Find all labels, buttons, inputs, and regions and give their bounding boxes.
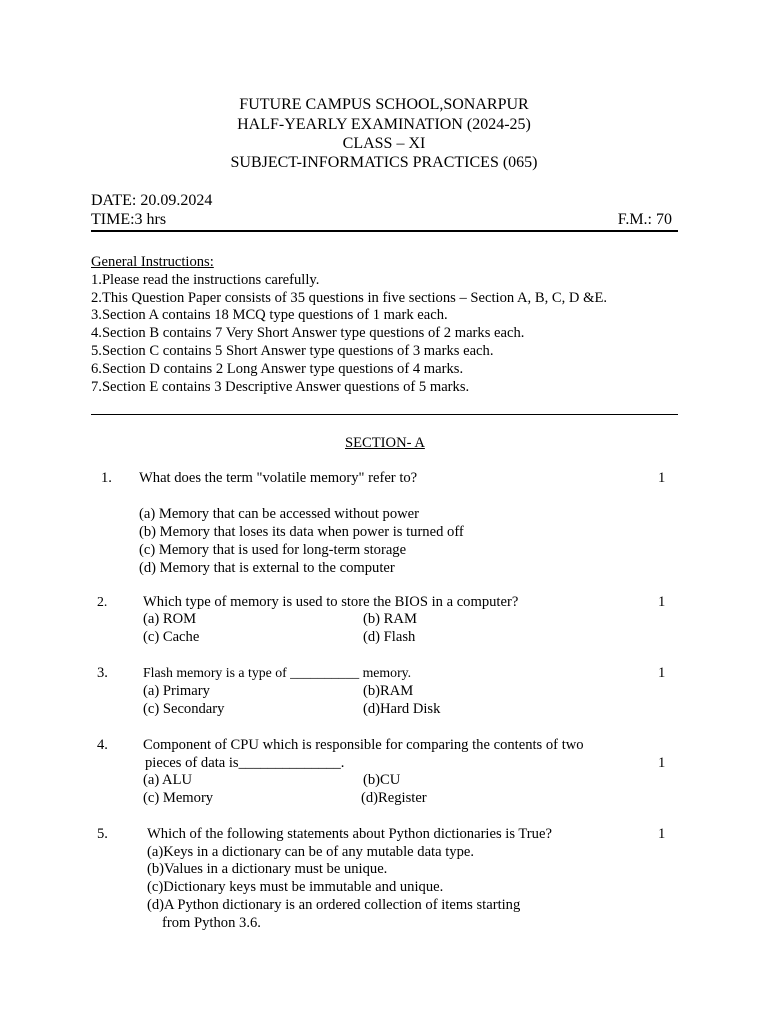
option-c: (c) Secondary (143, 701, 225, 717)
option-c: (c) Memory that is used for long-term storage (139, 542, 407, 558)
section-title: SECTION- A (345, 435, 425, 451)
question-number: 4. (97, 737, 108, 753)
option-b: (b) Memory that loses its data when power is turned off (139, 524, 464, 540)
exam-title: HALF-YEARLY EXAMINATION (2024-25) (237, 116, 531, 133)
question-text: Component of CPU which is responsible for comparing the contents of two (143, 737, 584, 753)
option-b: (b)Values in a dictionary must be unique. (147, 861, 388, 877)
option-d: (d)Hard Disk (363, 701, 441, 717)
instructions-divider (91, 414, 678, 415)
question-marks: 1 (658, 826, 666, 842)
option-b: (b) RAM (363, 611, 417, 627)
option-b: (b)RAM (363, 683, 414, 699)
option-a: (a) ROM (143, 611, 197, 627)
option-a: (a)Keys in a dictionary can be of any mutable data type. (147, 844, 475, 860)
instruction-item: 4.Section B contains 7 Very Short Answer type questions of 2 marks each. (91, 325, 525, 341)
question-number: 5. (97, 826, 108, 842)
option-c: (c) Memory (143, 790, 214, 806)
option-b: (b)CU (363, 772, 401, 788)
question-marks: 1 (658, 665, 666, 681)
question-marks: 1 (658, 470, 666, 486)
exam-date: DATE: 20.09.2024 (91, 192, 213, 209)
question-number: 3. (97, 665, 108, 681)
class-label: CLASS – XI (342, 135, 426, 152)
question-number: 1. (101, 470, 112, 486)
option-c: (c)Dictionary keys must be immutable and unique. (147, 879, 444, 895)
option-d: (d) Memory that is external to the computer (139, 560, 395, 576)
instruction-item: 2.This Question Paper consists of 35 questions in five sections – Section A, B, C, D &E. (91, 290, 608, 306)
option-a: (a) Memory that can be accessed without power (139, 506, 420, 522)
option-a: (a) Primary (143, 683, 210, 699)
full-marks: F.M.: 70 (617, 211, 672, 228)
option-a: (a) ALU (143, 772, 193, 788)
instructions-heading: General Instructions: (91, 254, 214, 270)
option-c: (c) Cache (143, 629, 200, 645)
instruction-item: 6.Section D contains 2 Long Answer type questions of 4 marks. (91, 361, 464, 377)
question-marks: 1 (658, 755, 666, 771)
question-number: 2. (97, 594, 108, 609)
question-text: Which of the following statements about Python dictionaries is True? (147, 826, 552, 842)
question-text: Which type of memory is used to store the BIOS in a computer? (143, 594, 519, 610)
question-text: What does the term "volatile memory" refer to? (139, 470, 418, 486)
option-d-continued: from Python 3.6. (162, 915, 261, 931)
question-text: Flash memory is a type of __________ memory. (143, 665, 412, 680)
instruction-item: 7.Section E contains 3 Descriptive Answer questions of 5 marks. (91, 379, 470, 395)
subject-label: SUBJECT-INFORMATICS PRACTICES (065) (230, 154, 538, 171)
question-text-continued: pieces of data is______________. (145, 755, 345, 771)
instruction-item: 1.Please read the instructions carefully. (91, 272, 320, 288)
question-marks: 1 (658, 594, 666, 610)
option-d: (d) Flash (363, 629, 416, 645)
instruction-item: 3.Section A contains 18 MCQ type questions of 1 mark each. (91, 307, 448, 323)
option-d: (d)Register (361, 790, 427, 806)
option-d: (d)A Python dictionary is an ordered collection of items starting (147, 897, 521, 913)
instruction-item: 5.Section C contains 5 Short Answer type questions of 3 marks each. (91, 343, 494, 359)
exam-time: TIME:3 hrs (91, 211, 167, 228)
header-divider (91, 230, 678, 232)
school-name: FUTURE CAMPUS SCHOOL,SONARPUR (239, 96, 529, 113)
